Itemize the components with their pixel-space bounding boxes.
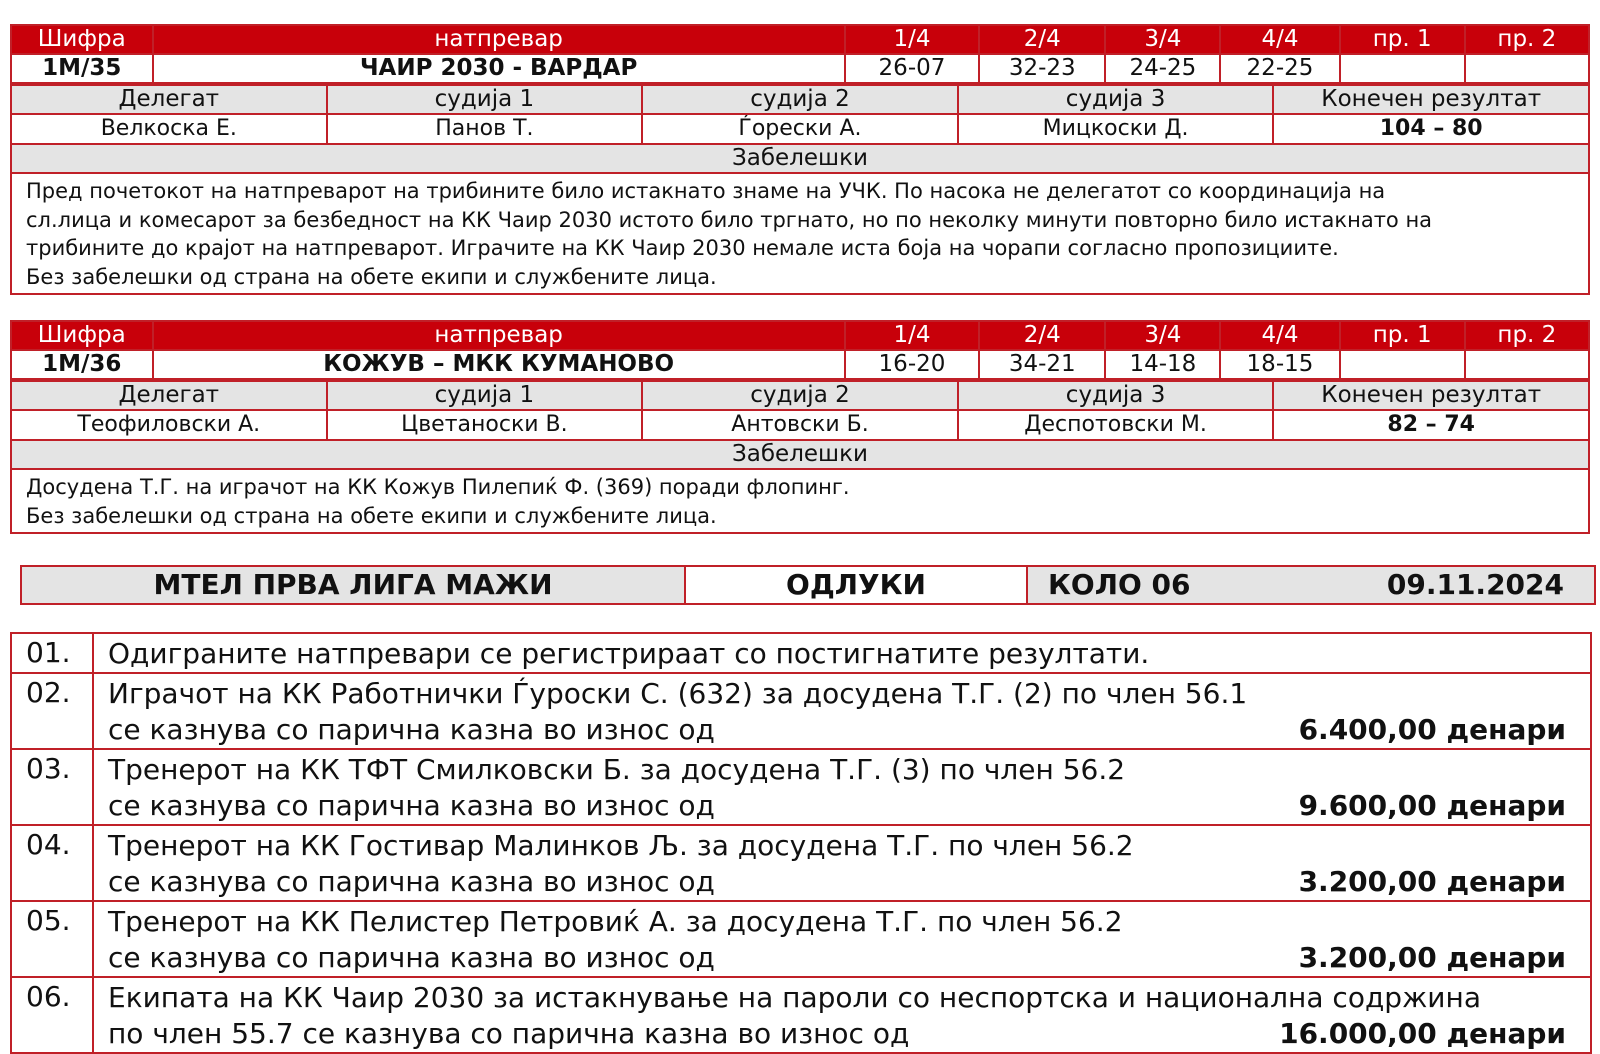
header-ot2: пр. 2: [1465, 25, 1589, 54]
referee-2-name: Антовски Б.: [642, 410, 958, 440]
header-q3: 3/4: [1105, 25, 1220, 54]
note-line: сл.лица и комесарот за безбедност на КК Чаир 2030 истото било тргнато, но по неколку минути повторно било истакнато на: [26, 207, 1433, 232]
fine-amount: 9.600,00 денари: [1298, 789, 1566, 822]
quarter-2-score: 34-21: [979, 350, 1105, 379]
quarter-3-score: 24-25: [1105, 54, 1220, 83]
decision-line: Одиграните натпревари се регистрираат со постигнатите резултати.: [108, 637, 1150, 670]
header-final-result: Конечен резултат: [1273, 85, 1589, 114]
decision-line: се казнува со парична казна во износ од: [108, 713, 715, 746]
fine-amount: 6.400,00 денари: [1298, 713, 1566, 746]
referee-3-name: Деспотовски М.: [958, 410, 1274, 440]
match-name: ЧАИР 2030 - ВАРДАР: [153, 54, 845, 83]
decision-text: [93, 977, 1591, 1053]
decision-number: 03.: [11, 749, 93, 825]
decision-line: Тренерот на КК ТФТ Смилковски Б. за досудена Т.Г. (3) по член 56.2: [108, 753, 1126, 786]
header-code: Шифра: [11, 321, 153, 350]
overtime-1-score: [1340, 54, 1465, 83]
quarter-2-score: 32-23: [979, 54, 1105, 83]
header-referee-3: судија 3: [958, 85, 1274, 114]
match-code: 1М/35: [11, 54, 153, 83]
decision-text: [93, 673, 1591, 749]
decision-row: [11, 633, 1591, 673]
fine-amount: 3.200,00 денари: [1298, 865, 1566, 898]
delegate-name: Велкоска Е.: [11, 114, 327, 144]
quarter-1-score: 26-07: [845, 54, 979, 83]
decision-penalty-line: [108, 940, 1566, 976]
round-label: КОЛО 06: [1048, 568, 1191, 601]
header-ot1: пр. 1: [1340, 321, 1465, 350]
round-date-cell: [1028, 567, 1594, 603]
decision-row: [11, 825, 1591, 901]
overtime-2-score: [1465, 54, 1589, 83]
delegate-name: Теофиловски А.: [11, 410, 327, 440]
decision-row: [11, 977, 1591, 1053]
header-final-result: Конечен резултат: [1273, 381, 1589, 410]
header-ot1: пр. 1: [1340, 25, 1465, 54]
league-name: МТЕЛ ПРВА ЛИГА МАЖИ: [22, 567, 686, 603]
notes-text: [10, 470, 1590, 534]
header-q1: 1/4: [845, 321, 979, 350]
decision-row: [11, 673, 1591, 749]
final-result: 82 – 74: [1273, 410, 1589, 440]
decision-penalty-line: [108, 1016, 1566, 1052]
section-title: ОДЛУКИ: [686, 567, 1028, 603]
referee-2-name: Ѓорески А.: [642, 114, 958, 144]
decision-penalty-line: [108, 712, 1566, 748]
fine-amount: 3.200,00 денари: [1298, 941, 1566, 974]
decision-penalty-line: [108, 788, 1566, 824]
decisions-banner: [20, 565, 1596, 605]
decision-line: Тренерот на КК Пелистер Петровиќ А. за досудена Т.Г. по член 56.2: [108, 905, 1123, 938]
note-line: Пред почетокот на натпреварот на трибините било истакнато знаме на УЧК. По насока не делегатот со координација на: [26, 179, 1386, 203]
header-ot2: пр. 2: [1465, 321, 1589, 350]
decision-line: Тренерот на КК Гостивар Малинков Љ. за досудена Т.Г. по член 56.2: [108, 829, 1134, 862]
note-line: трибините до крајот на натпреварот. Играчите на КК Чаир 2030 немале иста боја на чорапи согласно пропозициите.: [26, 236, 1339, 260]
decision-line: по член 55.7 се казнува со парична казна во износ од: [108, 1017, 910, 1050]
header-q2: 2/4: [979, 321, 1105, 350]
decision-line: се казнува со парична казна во износ од: [108, 789, 715, 822]
header-notes: Забелешки: [11, 144, 1589, 173]
notes-text: [10, 174, 1590, 295]
header-referee-3: судија 3: [958, 381, 1274, 410]
decision-text: [93, 901, 1591, 977]
decision-line: се казнува со парична казна во износ од: [108, 941, 715, 974]
match-code: 1М/36: [11, 350, 153, 379]
header-q4: 4/4: [1220, 321, 1339, 350]
header-match: натпревар: [153, 25, 845, 54]
fine-amount: 16.000,00 денари: [1279, 1017, 1566, 1050]
header-referee-1: судија 1: [327, 381, 643, 410]
header-notes: Забелешки: [11, 440, 1589, 469]
decision-text: [93, 633, 1591, 673]
decision-number: 01.: [11, 633, 93, 673]
match-name: КОЖУВ – МКК КУМАНОВО: [153, 350, 845, 379]
final-result: 104 – 80: [1273, 114, 1589, 144]
header-q1: 1/4: [845, 25, 979, 54]
decision-number: 02.: [11, 673, 93, 749]
quarter-3-score: 14-18: [1105, 350, 1220, 379]
decision-line: се казнува со парична казна во износ од: [108, 865, 715, 898]
decision-penalty-line: [108, 864, 1566, 900]
header-q4: 4/4: [1220, 25, 1339, 54]
header-code: Шифра: [11, 25, 153, 54]
quarter-1-score: 16-20: [845, 350, 979, 379]
note-line: Досудена Т.Г. на играчот на КК Кожув Пилепиќ Ф. (369) поради флопинг.: [26, 475, 850, 499]
decision-row: [11, 901, 1591, 977]
decision-number: 04.: [11, 825, 93, 901]
header-referee-2: судија 2: [642, 381, 958, 410]
decision-line: Екипата на КК Чаир 2030 за истакнување на пароли со неспортска и национална содржина: [108, 981, 1481, 1014]
decision-number: 06.: [11, 977, 93, 1053]
header-match: натпревар: [153, 321, 845, 350]
decision-row: [11, 749, 1591, 825]
note-line: Без забелешки од страна на обете екипи и службените лица.: [26, 503, 717, 528]
header-q3: 3/4: [1105, 321, 1220, 350]
referee-1-name: Цветаноски В.: [327, 410, 643, 440]
header-referee-2: судија 2: [642, 85, 958, 114]
decision-text: [93, 825, 1591, 901]
decision-number: 05.: [11, 901, 93, 977]
quarter-4-score: 18-15: [1220, 350, 1339, 379]
decision-line: Играчот на КК Работнички Ѓуроски С. (632) за досудена Т.Г. (2) по член 56.1: [108, 677, 1248, 710]
decision-text: [93, 749, 1591, 825]
header-referee-1: судија 1: [327, 85, 643, 114]
match-block-1: [10, 24, 1590, 295]
overtime-2-score: [1465, 350, 1589, 379]
header-delegate: Делегат: [11, 85, 327, 114]
referee-1-name: Панов Т.: [327, 114, 643, 144]
quarter-4-score: 22-25: [1220, 54, 1339, 83]
referee-3-name: Мицкоски Д.: [958, 114, 1274, 144]
overtime-1-score: [1340, 350, 1465, 379]
header-q2: 2/4: [979, 25, 1105, 54]
header-delegate: Делегат: [11, 381, 327, 410]
note-line: Без забелешки од страна на обете екипи и службените лица.: [26, 264, 717, 289]
match-block-2: [10, 320, 1590, 534]
decisions-list: [10, 632, 1590, 1054]
round-date: 09.11.2024: [1386, 568, 1564, 601]
